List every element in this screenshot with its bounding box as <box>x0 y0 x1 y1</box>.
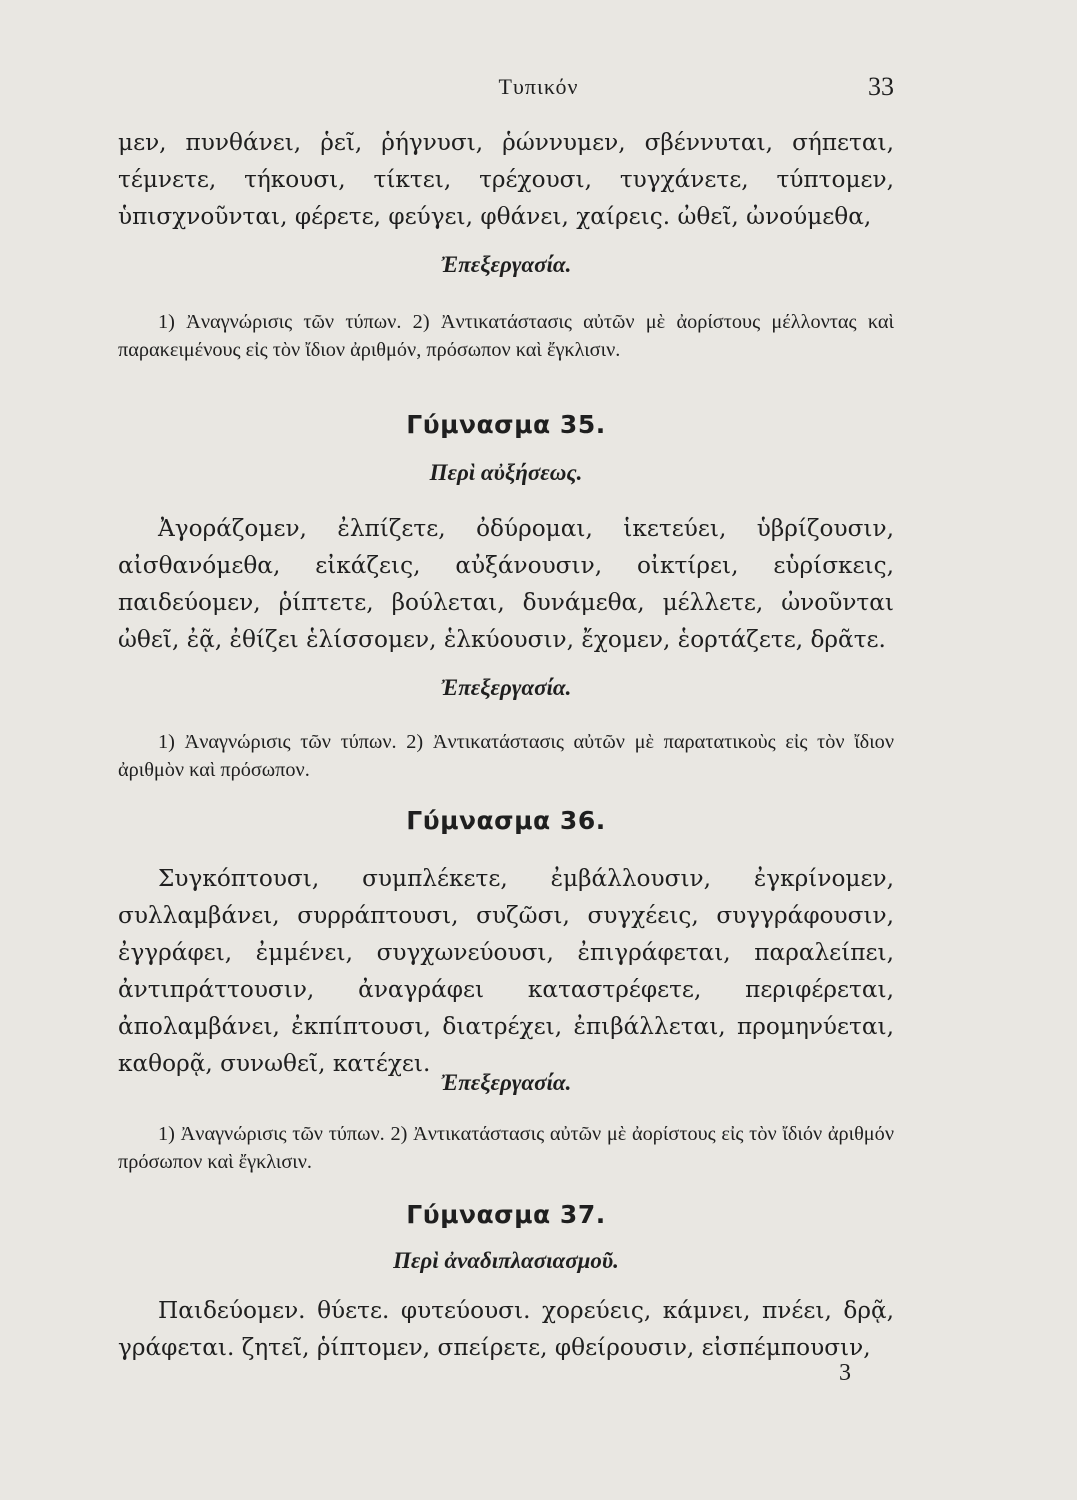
exercise-title: Γύμνασμα 37. <box>406 1200 606 1229</box>
page-number: 33 <box>868 72 894 101</box>
exercise-instructions: 1) Ἀναγνώρισις τῶν τύπων. 2) Ἀντικατάστασις αὐτῶν μὲ παρατατικοὺς εἰς τὸν ἴδιον ἀριθμὸν καὶ πρόσωπον. <box>118 731 894 781</box>
page-header <box>0 72 1077 102</box>
paragraph: Ἀγοράζομεν, ἐλπίζετε, ὀδύρομαι, ἱκετεύει, ὑβρίζουσιν, αἰσθανόμεθα, εἰκάζεις, αὐξάνουσιν, οἰκτίρει, εὑρίσκεις, παιδεύομεν, ῥίπτετε, βούλεται, δυνάμεθα, μέλλετε, ὠνοῦνται ὠθεῖ, ἐᾷ, ἐθίζει ἑλίσσομεν, ἑλκύουσιν, ἔχομεν, ἑορτάζετε, δρᾶτε. <box>118 515 894 653</box>
exercise-title: Γύμνασμα 35. <box>406 410 606 439</box>
heading-block <box>118 1248 894 1274</box>
exercise-subtitle: Περὶ αὐξήσεως. <box>429 460 583 485</box>
section-heading: Ἐπεξεργασία. <box>440 675 572 700</box>
running-title: Τυπικόν <box>498 74 579 99</box>
text-block <box>118 860 894 1082</box>
exercise-instructions: 1) Ἀναγνώρισις τῶν τύπων. 2) Ἀντικατάστασις αὐτῶν μὲ ἀορίστους εἰς τὸν ἴδιόν ἀριθμόν πρόσωπον καὶ ἔγκλισιν. <box>118 1123 894 1173</box>
heading-block <box>118 1070 894 1096</box>
gymnasma-block <box>118 1200 894 1229</box>
exercise-block <box>118 1120 894 1176</box>
gymnasma-block <box>118 806 894 835</box>
exercise-block <box>118 308 894 364</box>
text-block <box>118 124 894 235</box>
text-block <box>118 1292 894 1366</box>
text-block <box>118 510 894 658</box>
exercise-instructions: 1) Ἀναγνώρισις τῶν τύπων. 2) Ἀντικατάστασις αὐτῶν μὲ ἀορίστους μέλλοντας καὶ παρακειμένους εἰς τὸν ἴδιον ἀριθμόν, πρόσωπον καὶ ἔγκλισιν. <box>118 311 894 361</box>
section-heading: Ἐπεξεργασία. <box>440 1070 572 1095</box>
paragraph: Συγκόπτουσι, συμπλέκετε, ἐμβάλλουσιν, ἐγκρίνομεν, συλλαμβάνει, συρράπτουσι, συζῶσι, συγχέεις, συγγράφουσιν, ἐγγράφει, ἐμμένει, συγχωνεύουσι, ἐπιγράφεται, παραλείπει, ἀντιπράττουσιν, ἀναγράφει καταστρέφετε, περιφέρεται, ἀπολαμβάνει, ἐκπίπτουσι, διατρέχει, ἐπιβάλλεται, προμηνύεται, καθορᾷ, συνωθεῖ, κατέχει. <box>118 865 894 1077</box>
section-heading: Περὶ ἀναδιπλασιασμοῦ. <box>393 1248 619 1273</box>
heading-block <box>118 675 894 701</box>
paragraph: Παιδεύομεν. θύετε. φυτεύουσι. χορεύεις, κάμνει, πνέει, δρᾷ, γράφεται. ζητεῖ, ῥίπτομεν, σπείρετε, φθείρουσιν, εἰσπέμπουσιν, <box>118 1297 894 1361</box>
heading-block <box>118 252 894 278</box>
exercise-title: Γύμνασμα 36. <box>406 806 606 835</box>
signature-number: 3 <box>839 1360 851 1386</box>
subheading-block <box>118 460 894 486</box>
paragraph: μεν, πυνθάνει, ῥεῖ, ῥήγνυσι, ῥώννυμεν, σβέννυται, σήπεται, τέμνετε, τήκουσι, τίκτει, τρέχουσι, τυγχάνετε, τύπτομεν, ὑπισχνοῦνται, φέρετε, φεύγει, φθάνει, χαίρεις. ὠθεῖ, ὠνούμεθα, <box>118 129 894 230</box>
section-heading: Ἐπεξεργασία. <box>440 252 572 277</box>
exercise-block <box>118 728 894 784</box>
gymnasma-block <box>118 410 894 439</box>
